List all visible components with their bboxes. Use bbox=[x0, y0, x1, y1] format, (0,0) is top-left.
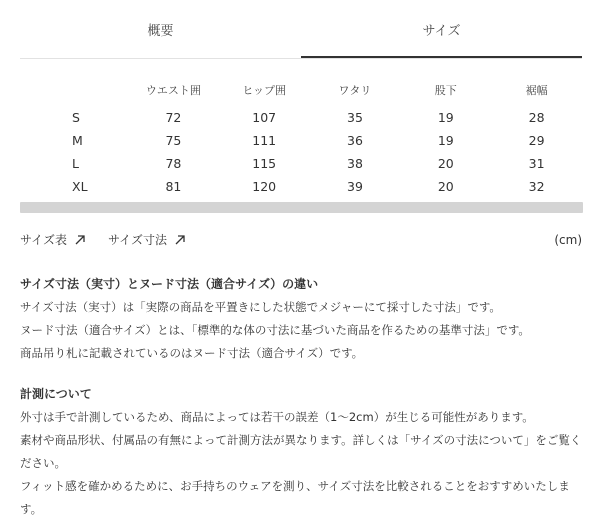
size-label: XL bbox=[72, 179, 88, 194]
size-dimension-link[interactable] bbox=[108, 231, 187, 248]
table-cell: 36 bbox=[347, 133, 363, 148]
table-header-cell: 裾幅 bbox=[525, 84, 548, 97]
table-cell: 19 bbox=[437, 133, 454, 148]
table-cell: 115 bbox=[252, 156, 277, 171]
tab-size[interactable]: サイズ bbox=[301, 0, 582, 58]
section-title: サイズ寸法（実寸）とヌード寸法（適合サイズ）の違い bbox=[20, 277, 319, 291]
section-title: 計測について bbox=[20, 387, 92, 401]
table-cell: 19 bbox=[437, 110, 454, 125]
table-cell: 81 bbox=[165, 179, 182, 194]
size-label: L bbox=[72, 156, 79, 171]
size-difference-note bbox=[20, 273, 590, 365]
table-row bbox=[20, 175, 582, 198]
table-cell: 20 bbox=[437, 179, 454, 194]
table-cell: 111 bbox=[252, 133, 277, 148]
note-line: フィット感を確かめるために、お手持ちのウェアを測り、サイズ寸法を比較されることをおすすめいたします。 bbox=[20, 479, 570, 516]
table-cell: 32 bbox=[528, 179, 545, 194]
table-cell: 35 bbox=[347, 110, 363, 125]
table-cell: 38 bbox=[347, 156, 363, 171]
table-cell: 29 bbox=[528, 133, 545, 148]
table-row bbox=[20, 152, 582, 175]
size-chart-link[interactable] bbox=[20, 231, 87, 248]
table-header-row bbox=[20, 74, 582, 106]
table-cell: 107 bbox=[252, 110, 277, 125]
size-chart-link-label: サイズ表 bbox=[20, 233, 68, 247]
table-cell: 72 bbox=[165, 110, 182, 125]
table-horizontal-scrollbar[interactable] bbox=[20, 202, 583, 213]
size-dimension-link-label: サイズ寸法 bbox=[108, 233, 168, 247]
table-header-cell bbox=[20, 74, 128, 106]
table-header-cell: 股下 bbox=[434, 84, 457, 97]
size-table bbox=[20, 74, 582, 198]
tab-overview[interactable]: 概要 bbox=[147, 23, 174, 39]
table-row bbox=[20, 129, 582, 152]
table-cell: 28 bbox=[528, 110, 545, 125]
table-cell: 20 bbox=[437, 156, 454, 171]
tab-bar bbox=[20, 0, 582, 60]
size-links bbox=[20, 231, 582, 251]
size-label: S bbox=[72, 110, 80, 125]
table-header-cell: ヒップ囲 bbox=[242, 84, 287, 97]
table-cell: 31 bbox=[528, 156, 545, 171]
arrow-up-right-icon bbox=[173, 233, 187, 247]
table-row bbox=[20, 106, 582, 129]
tab-divider bbox=[20, 58, 582, 59]
note-line: 商品吊り札に記載されているのはヌード寸法（適合サイズ）です。 bbox=[20, 346, 364, 360]
size-label: M bbox=[72, 133, 83, 148]
note-line: 外寸は手で計測しているため、商品によっては若干の誤差（1～2cm）が生じる可能性があります。 bbox=[20, 410, 534, 424]
table-cell: 78 bbox=[165, 156, 182, 171]
arrow-up-right-icon bbox=[73, 233, 87, 247]
table-cell: 75 bbox=[165, 133, 182, 148]
note-line: 素材や商品形状、付属品の有無によって計測方法が異なります。詳しくは「サイズの寸法について」をご覧ください。 bbox=[20, 433, 582, 470]
table-cell: 120 bbox=[252, 179, 277, 194]
measurement-note bbox=[20, 383, 590, 521]
table-header-cell: ウエスト囲 bbox=[145, 84, 201, 97]
note-line: ヌード寸法（適合サイズ）とは、「標準的な体の寸法に基づいた商品を作るための基準寸法」です。 bbox=[20, 323, 530, 337]
table-cell: 39 bbox=[347, 179, 363, 194]
note-line: サイズ寸法（実寸）は「実際の商品を平置きにした状態でメジャーにて採寸した寸法」です。 bbox=[20, 300, 501, 314]
unit-label: (cm) bbox=[554, 233, 582, 247]
table-header-cell: ワタリ bbox=[338, 84, 372, 97]
